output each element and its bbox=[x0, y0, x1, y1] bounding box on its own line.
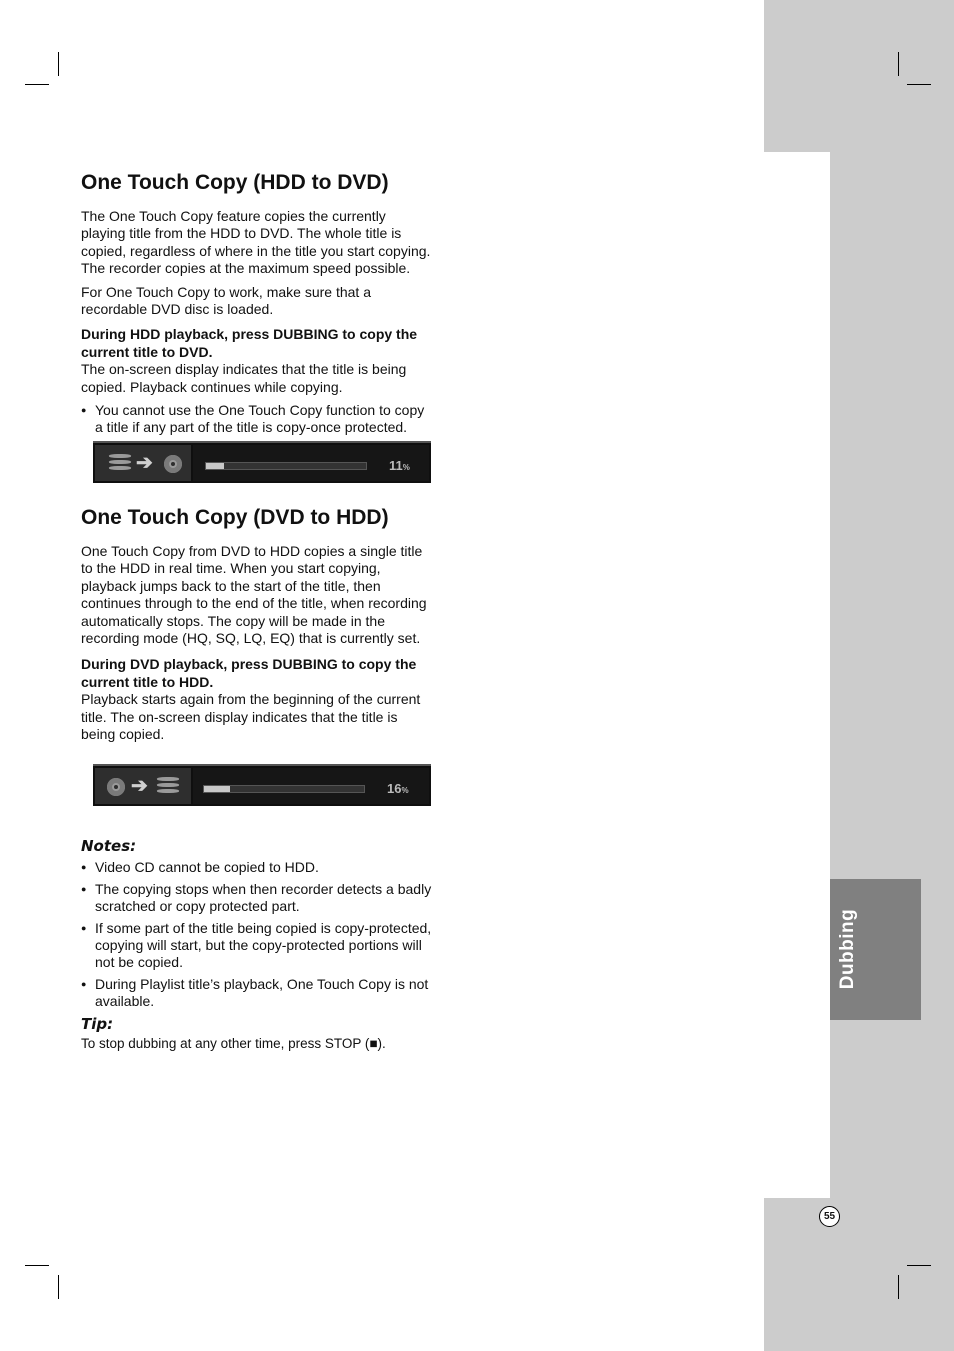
progress-percent: 11% bbox=[389, 457, 410, 473]
crop-mark bbox=[25, 1265, 49, 1266]
main-content bbox=[81, 170, 433, 1058]
section-tab-label: Dubbing bbox=[837, 908, 858, 990]
progress-panel bbox=[193, 445, 429, 481]
bullet-list bbox=[81, 402, 433, 437]
paragraph: For One Touch Copy to work, make sure that a recordable DVD disc is loaded. bbox=[81, 283, 371, 318]
instruction: During HDD playback, press DUBBING to copy the current title to DVD. bbox=[81, 326, 418, 360]
crop-mark bbox=[58, 1275, 59, 1299]
section-title-hdd-to-dvd: One Touch Copy (HDD to DVD) bbox=[81, 171, 389, 194]
progress-bar bbox=[203, 785, 365, 793]
copy-progress-display-dvd-to-hdd bbox=[93, 764, 431, 806]
notes-list bbox=[81, 859, 433, 1010]
sidebar-background-bottom bbox=[764, 1198, 954, 1351]
arrow-right-icon: ➔ bbox=[136, 451, 153, 474]
crop-mark bbox=[898, 52, 899, 76]
note-item: ● The copying stops when then recorder detects a badly scratched or copy protected part. bbox=[81, 881, 433, 916]
tip-heading: Tip: bbox=[81, 1014, 114, 1033]
progress-bar-fill bbox=[206, 463, 224, 469]
paragraph: The One Touch Copy feature copies the currently playing title from the HDD to DVD. The whole title is copied, regardless of where in the title you start copying. The recorder copies at the maximum speed possible. bbox=[81, 208, 431, 277]
tip-text: To stop dubbing at any other time, press STOP (■). bbox=[81, 1035, 386, 1051]
crop-mark bbox=[898, 1275, 899, 1299]
progress-bar bbox=[205, 462, 367, 470]
progress-percent: 16% bbox=[387, 781, 409, 797]
section-title-dvd-to-hdd: One Touch Copy (DVD to HDD) bbox=[81, 505, 389, 529]
hdd-icon bbox=[157, 777, 179, 797]
notes-heading: Notes: bbox=[81, 837, 137, 856]
page-number: 55 bbox=[819, 1206, 840, 1227]
note-item: ● If some part of the title being copied is copy-protected, copying will start, but the copy-protected portions will not be copied. bbox=[81, 920, 433, 972]
copy-progress-display-hdd-to-dvd bbox=[93, 441, 431, 483]
instruction: During DVD playback, press DUBBING to copy the current title to HDD. bbox=[81, 656, 417, 690]
crop-mark bbox=[907, 84, 931, 85]
list-item: ● You cannot use the One Touch Copy function to copy a title if any part of the title is copy-once protected. bbox=[81, 402, 433, 437]
progress-bar-fill bbox=[204, 786, 230, 792]
dvd-disc-icon bbox=[107, 778, 125, 796]
crop-mark bbox=[58, 52, 59, 76]
arrow-right-icon: ➔ bbox=[131, 775, 148, 798]
paragraph: One Touch Copy from DVD to HDD copies a single title to the HDD in real time. When you start copying, playback jumps back to the start of the title, then continues through to the end of the title, when recording automatically stops. The copy will be made in the recording mode (HQ, SQ, LQ, EQ) that is currently set. bbox=[81, 542, 427, 646]
hdd-icon bbox=[109, 454, 131, 474]
note-item: ● During Playlist title’s playback, One Touch Copy is not available. bbox=[81, 976, 433, 1011]
dvd-disc-icon bbox=[164, 455, 182, 473]
progress-panel bbox=[193, 768, 429, 804]
copy-direction-panel bbox=[95, 768, 191, 804]
sidebar-background bbox=[830, 0, 954, 1351]
crop-mark bbox=[25, 84, 49, 85]
paragraph: The on-screen display indicates that the title is being copied. Playback continues while copying. bbox=[81, 361, 407, 395]
crop-mark bbox=[907, 1265, 931, 1266]
note-item: ● Video CD cannot be copied to HDD. bbox=[81, 859, 433, 876]
copy-direction-panel bbox=[95, 445, 191, 481]
paragraph: Playback starts again from the beginning of the current title. The on-screen display indicates that the title is being copied. bbox=[81, 691, 421, 742]
